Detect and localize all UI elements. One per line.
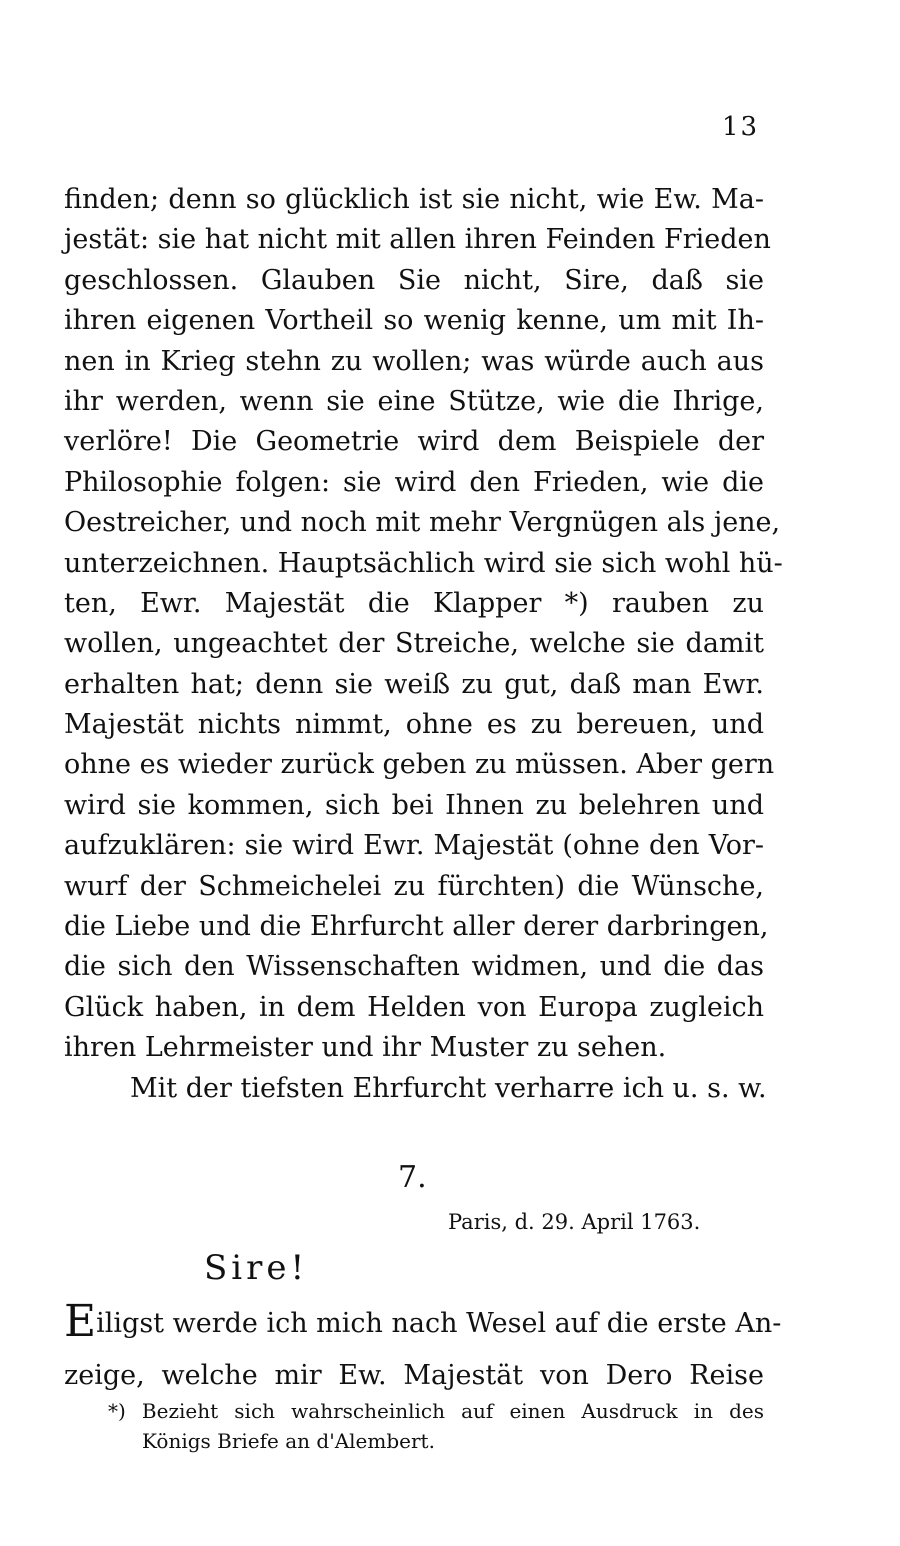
text-line: aufzuklären: sie wird Ewr. Majestät (ohne den Vor-: [64, 830, 764, 862]
letter-first-line: [64, 1296, 782, 1350]
text-line: zeige, welche mir Ew. Majestät von Dero Reise: [64, 1360, 764, 1391]
main-text-block: [64, 180, 783, 1109]
text-line: wird sie kommen, sich bei Ihnen zu belehren und: [64, 789, 764, 821]
text-line: unterzeichnen. Hauptsächlich wird sie sich wohl hü-: [64, 547, 783, 579]
text-line: Oestreicher, und noch mit mehr Vergnügen als jene,: [64, 507, 781, 539]
text-line: erhalten hat; denn sie weiß zu gut, daß man Ewr.: [64, 668, 764, 700]
text-line: ihr werden, wenn sie eine Stütze, wie die Ihrige,: [64, 385, 764, 417]
text-line: iligst werde ich mich nach Wesel auf die erste An-: [96, 1308, 782, 1339]
dateline: Paris, d. 29. April 1763.: [448, 1210, 701, 1234]
page-number: 13: [722, 112, 760, 142]
text-line: finden; denn so glücklich ist sie nicht, wie Ew. Ma-: [64, 184, 764, 215]
letter-number: 7.: [398, 1160, 427, 1195]
text-line: Majestät nichts nimmt, ohne es zu bereuen, und: [64, 709, 764, 741]
salutation: Sire!: [204, 1248, 309, 1288]
text-line: Glück haben, in dem Helden von Europa zugleich: [64, 991, 764, 1023]
letter-text-block: [64, 1296, 782, 1402]
text-line: wurf der Schmeichelei zu fürchten) die Wünsche,: [64, 870, 764, 902]
text-line: jestät: sie hat nicht mit allen ihren Feinden Frieden: [64, 224, 771, 256]
footnote-line: Königs Briefe an d'Alembert.: [142, 1429, 435, 1453]
text-line: ten, Ewr. Majestät die Klapper *) rauben zu: [64, 587, 764, 619]
text-line: die Liebe und die Ehrfurcht aller derer darbringen,: [64, 911, 769, 943]
text-line: verlöre! Die Geometrie wird dem Beispiele der: [64, 426, 764, 458]
text-line: ohne es wieder zurück geben zu müssen. Aber gern: [64, 749, 775, 781]
text-line: die sich den Wissenschaften widmen, und die das: [64, 951, 764, 983]
text-line: wollen, ungeachtet der Streiche, welche sie damit: [64, 628, 764, 660]
text-line: ihren Lehrmeister und ihr Muster zu sehen.: [64, 1032, 667, 1064]
text-line: geschlossen. Glauben Sie nicht, Sire, daß sie: [64, 264, 764, 296]
closing-line: Mit der tiefsten Ehrfurcht verharre ich u. s. w.: [130, 1072, 767, 1104]
text-line: nen in Krieg stehn zu wollen; was würde auch aus: [64, 345, 764, 377]
footnote-line: *) Bezieht sich wahrscheinlich auf einen Ausdruck in des: [108, 1399, 764, 1423]
text-line: Philosophie folgen: sie wird den Frieden, wie die: [64, 466, 764, 498]
text-line: ihren eigenen Vortheil so wenig kenne, um mit Ih-: [64, 305, 764, 337]
drop-cap: E: [64, 1296, 97, 1347]
footnote: [108, 1396, 764, 1456]
